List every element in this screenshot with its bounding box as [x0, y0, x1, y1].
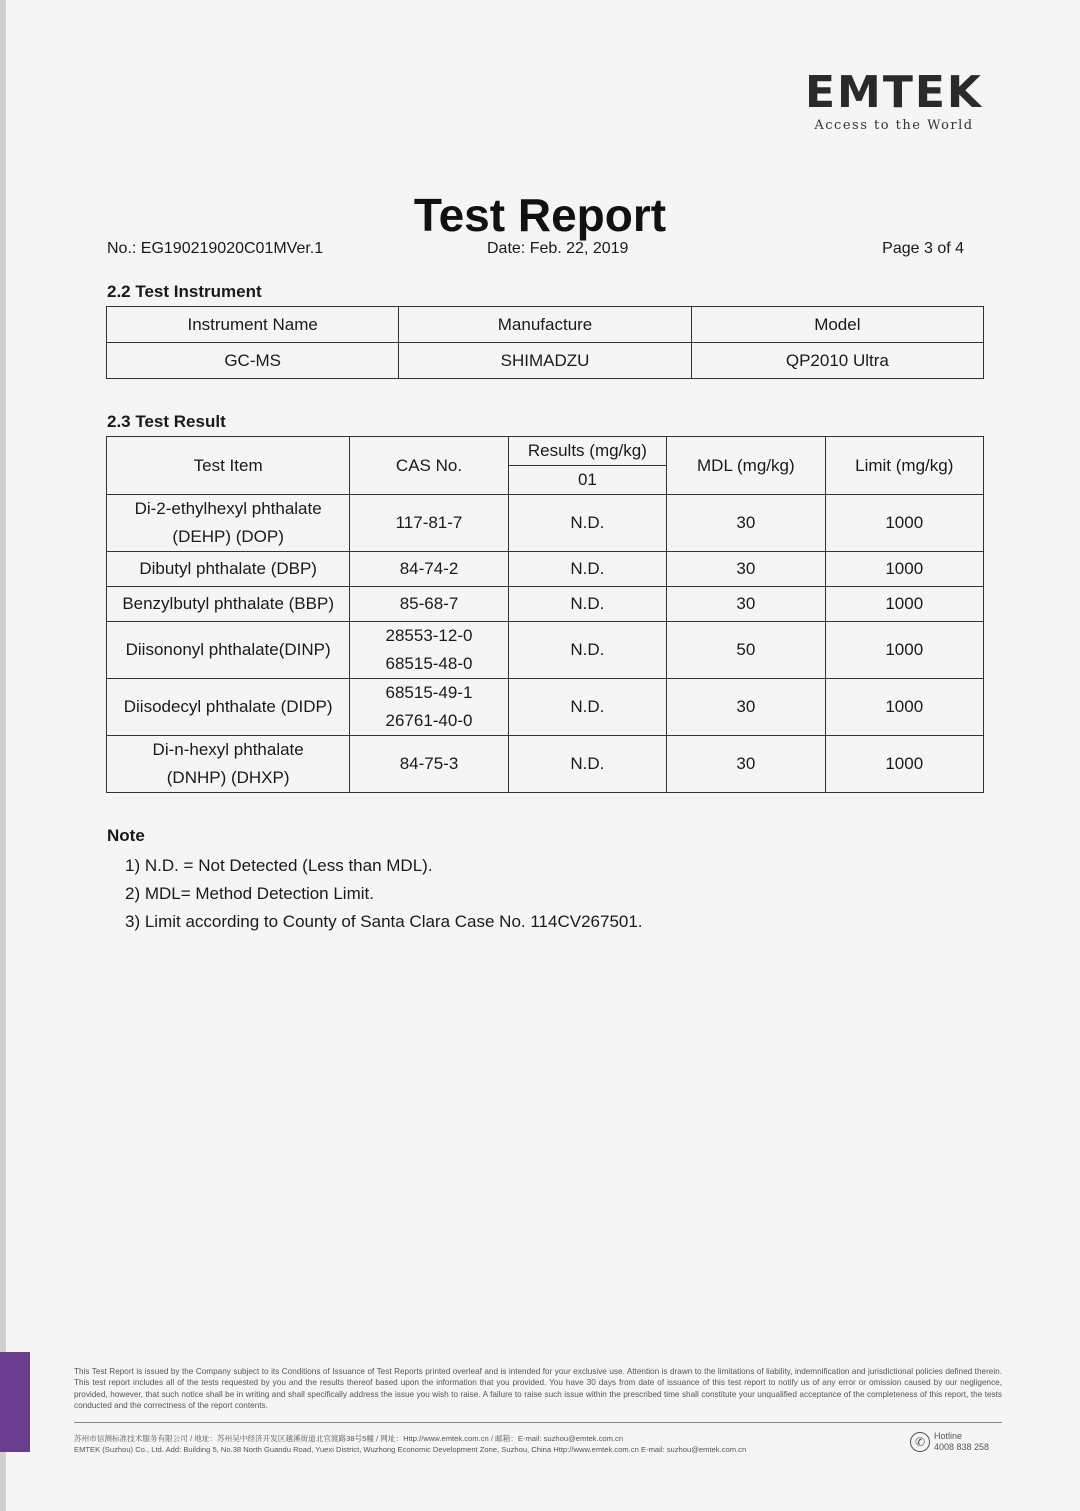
- logo-wordmark: EMTEK: [804, 67, 983, 118]
- result-cell: N.D.: [508, 679, 666, 736]
- result-cell: N.D.: [508, 495, 666, 552]
- company-logo: [794, 67, 994, 133]
- mdl-cell: 50: [667, 622, 825, 679]
- cas-cell: 84-75-3: [350, 736, 508, 793]
- table-row: [107, 622, 984, 679]
- cas-cell: 85-68-7: [350, 587, 508, 622]
- notes-section: [107, 826, 643, 936]
- cas-cell: 84-74-2: [350, 552, 508, 587]
- table-row: [107, 495, 984, 552]
- table-header-row: [107, 437, 984, 466]
- footer-contact: [74, 1433, 904, 1455]
- column-header: CAS No.: [350, 437, 508, 495]
- cas-cell: 68515-49-1 26761-40-0: [350, 679, 508, 736]
- instrument-heading: 2.2 Test Instrument: [107, 282, 262, 301]
- column-header: Test Item: [107, 437, 350, 495]
- note-item: 3) Limit according to County of Santa Clara Case No. 114CV267501.: [125, 912, 643, 931]
- instrument-table: [106, 306, 984, 379]
- mdl-cell: 30: [667, 679, 825, 736]
- notes-heading: Note: [107, 826, 145, 845]
- result-cell: N.D.: [508, 552, 666, 587]
- contact-chinese: 苏州市信测标准技术服务有限公司 / 地址：苏州吴中经济开发区越溪街道北官渡路38号5幢 / 网址：Http://www.emtek.com.cn / 邮箱：E-mail: suzhou@emtek.com.cn: [74, 1434, 624, 1443]
- result-cell: N.D.: [508, 622, 666, 679]
- column-header: Results (mg/kg): [508, 437, 666, 466]
- mdl-cell: 30: [667, 552, 825, 587]
- limit-cell: 1000: [825, 587, 983, 622]
- page-number: Page 3 of 4: [882, 240, 964, 257]
- report-number: No.: EG190219020C01MVer.1: [107, 240, 324, 257]
- cas-cell: 117-81-7: [350, 495, 508, 552]
- mdl-cell: 30: [667, 587, 825, 622]
- mdl-cell: 30: [667, 736, 825, 793]
- limit-cell: 1000: [825, 622, 983, 679]
- contact-english: EMTEK (Suzhou) Co., Ltd. Add: Building 5, No.38 North Guandu Road, Yuexi District, Wuzhong Economic Development Zone, Suzhou, China Http://www.emtek.com.cn E-mail: suzhou@emtek.com.cn: [74, 1445, 747, 1454]
- footer-disclaimer: This Test Report is issued by the Company subject to its Conditions of Issuance of Test Reports printed overleaf and is intended for your exclusive use. Attention is drawn to the limitations of liability, indemnification and jurisdictional policies defined therein. This test report includes all of the tests requested by you and the results thereof based upon the information that you provided. You have 30 days from date of issuance of this test report to notify us of any error or omission caused by our negligence, provided, however, that such notice shall be in writing and shall specifically address the issue you wish to raise. A failure to raise such issue within the prescribed time shall constitute your unqualified acceptance of the completeness of this report, the tests conducted and the correctness of the report contents.: [74, 1367, 1002, 1410]
- mdl-cell: 30: [667, 495, 825, 552]
- column-header: MDL (mg/kg): [667, 437, 825, 495]
- table-cell: QP2010 Ultra: [691, 343, 983, 379]
- table-row: [107, 736, 984, 793]
- table-cell: GC-MS: [107, 343, 399, 379]
- column-header: 01: [508, 466, 666, 495]
- table-row: [107, 552, 984, 587]
- hotline-number: 4008 838 258: [934, 1442, 990, 1452]
- result-cell: N.D.: [508, 736, 666, 793]
- note-item: 1) N.D. = Not Detected (Less than MDL).: [125, 856, 433, 875]
- hotline-label: Hotline: [934, 1431, 963, 1441]
- test-item-cell: Di-2-ethylhexyl phthalate (DEHP) (DOP): [107, 495, 350, 552]
- table-header-row: [107, 307, 984, 343]
- table-row: [107, 679, 984, 736]
- cas-cell: 28553-12-0 68515-48-0: [350, 622, 508, 679]
- column-header: Manufacture: [399, 307, 691, 343]
- test-item-cell: Diisononyl phthalate(DINP): [107, 622, 350, 679]
- test-item-cell: Dibutyl phthalate (DBP): [107, 552, 350, 587]
- limit-cell: 1000: [825, 495, 983, 552]
- test-item-cell: Di-n-hexyl phthalate (DNHP) (DHXP): [107, 736, 350, 793]
- table-row: [107, 587, 984, 622]
- limit-cell: 1000: [825, 552, 983, 587]
- column-header: Instrument Name: [107, 307, 399, 343]
- page-title: Test Report: [413, 189, 667, 241]
- logo-tagline: Access to the World: [814, 118, 974, 133]
- result-cell: N.D.: [508, 587, 666, 622]
- result-heading: 2.3 Test Result: [107, 412, 226, 431]
- table-cell: SHIMADZU: [399, 343, 691, 379]
- report-date: Date: Feb. 22, 2019: [487, 240, 629, 257]
- note-item: 2) MDL= Method Detection Limit.: [125, 884, 374, 903]
- result-table: [106, 436, 984, 793]
- limit-cell: 1000: [825, 679, 983, 736]
- side-tab-marker: [0, 1352, 30, 1452]
- test-item-cell: Diisodecyl phthalate (DIDP): [107, 679, 350, 736]
- hotline: [910, 1431, 989, 1453]
- table-row: [107, 343, 984, 379]
- limit-cell: 1000: [825, 736, 983, 793]
- column-header: Model: [691, 307, 983, 343]
- phone-icon: ✆: [910, 1432, 930, 1452]
- test-item-cell: Benzylbutyl phthalate (BBP): [107, 587, 350, 622]
- column-header: Limit (mg/kg): [825, 437, 983, 495]
- footer-divider: [74, 1422, 1002, 1423]
